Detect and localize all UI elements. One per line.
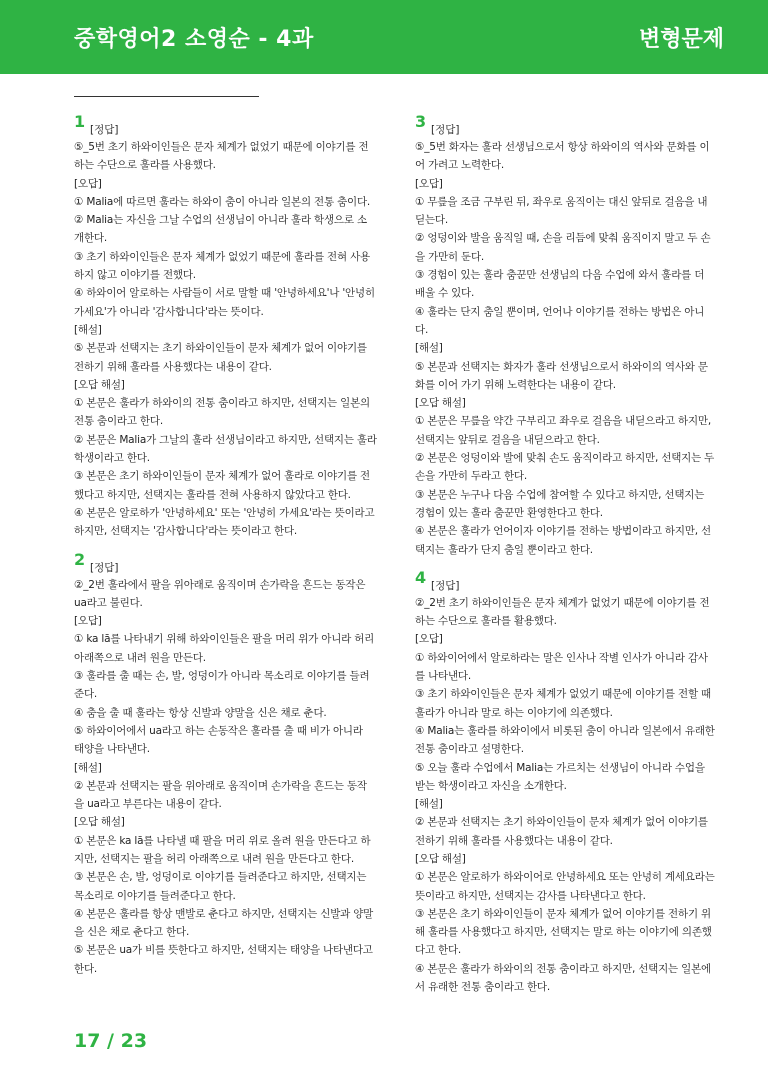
text-line: ③ 초기 하와이인들은 문자 체계가 없었기 때문에 훌라를 전혀 사용: [74, 250, 370, 263]
question-block: [74, 550, 390, 979]
question-header: [415, 112, 731, 134]
question-number: 4: [415, 567, 427, 587]
page-header: [0, 0, 768, 74]
answer-label: [정답]: [90, 561, 119, 574]
text-line: 다고 한다.: [415, 944, 462, 957]
text-line: ④ Malia는 훌라를 하와이에서 비롯된 춤이 아니라 일본에서 유래한: [415, 724, 715, 737]
text-line: [오답 해설]: [415, 852, 466, 865]
text-line: ④ 본문은 훌라가 언어이자 이야기를 전하는 방법이라고 하지만, 선: [415, 525, 711, 538]
text-line: [오답 해설]: [74, 816, 125, 829]
text-line: ③ 경험이 있는 훌라 춤꾼만 선생님의 다음 수업에 와서 훌라를 더: [415, 269, 705, 282]
text-line: ④ 본문은 훌라를 항상 맨발로 춘다고 하지만, 선택지는 신발과 양말: [74, 907, 374, 920]
question-number: 1: [74, 112, 86, 131]
text-line: 전하기 위해 훌라를 사용했다는 내용이 같다.: [74, 360, 272, 373]
text-line: ② Malia는 자신을 그날 수업의 선생님이 아니라 훌라 학생으로 소: [74, 214, 367, 227]
question-number: 2: [74, 549, 86, 569]
text-line: ① 무릎을 조금 구부린 뒤, 좌우로 움직이는 대신 앞뒤로 걸음을 내: [415, 195, 708, 208]
text-line: 학생이라고 한다.: [74, 452, 150, 465]
text-line: 하지만, 선택지는 '감사합니다'라는 뜻이라고 한다.: [74, 525, 298, 538]
text-line: [오답]: [74, 177, 102, 190]
text-line: [오답 해설]: [74, 378, 125, 391]
text-line: 화를 이어 가기 위해 노력한다는 내용이 같다.: [415, 378, 616, 391]
text-line: 했다고 하지만, 선택지는 훌라를 전혀 사용하지 않았다고 한다.: [74, 488, 351, 501]
text-line: ① 하와이어에서 알로하라는 말은 인사나 작별 인사가 아니라 감사: [415, 651, 708, 664]
text-line: ⑤ 오늘 훌라 수업에서 Malia는 가르치는 선생님이 아니라 수업을: [415, 761, 705, 774]
text-line: 딛는다.: [415, 214, 448, 227]
text-line: ⑤ 본문과 선택지는 초기 하와이인들이 문자 체계가 없어 이야기를: [74, 342, 367, 355]
question-block: [415, 112, 731, 559]
text-line: 하는 수단으로 훌라를 활용했다.: [415, 615, 557, 628]
text-line: ③ 본문은 초기 하와이인들이 문자 체계가 없어 훌라로 이야기를 전: [74, 470, 370, 483]
text-line: [오답]: [415, 177, 443, 190]
text-line: ②_2번 훌라에서 팔을 위아래로 움직이며 손가락을 흔드는 동작은: [74, 578, 366, 591]
text-line: 을 ua라고 부른다는 내용이 같다.: [74, 798, 222, 811]
text-line: 어 가려고 노력한다.: [415, 159, 504, 172]
text-line: 하지 않고 이야기를 전했다.: [74, 269, 196, 282]
text-line: 한다.: [74, 962, 98, 975]
text-line: ②_2번 초기 하와이인들은 문자 체계가 없었기 때문에 이야기를 전: [415, 596, 710, 609]
text-line: 택지는 훌라가 단지 춤일 뿐이라고 한다.: [415, 543, 593, 556]
text-line: 훌라가 아니라 말로 하는 이야기에 의존했다.: [415, 706, 613, 719]
question-header: [415, 568, 731, 590]
text-line: 경험이 있는 훌라 춤꾼만 환영한다고 한다.: [415, 506, 603, 519]
question-header: [74, 550, 390, 572]
text-line: 전하기 위해 훌라를 사용했다는 내용이 같다.: [415, 834, 613, 847]
text-line: ① 본문은 ka lā를 나타낼 때 팔을 머리 위로 올려 원을 만든다고 하: [74, 834, 371, 847]
text-line: ⑤_5번 초기 하와이인들은 문자 체계가 없었기 때문에 이야기를 전: [74, 141, 369, 153]
text-line: ① ka lā를 나타내기 위해 하와이인들은 팔을 머리 위가 아니라 허리: [74, 633, 375, 646]
text-line: 해 훌라를 사용했다고 하지만, 선택지는 말로 하는 이야기에 의존했: [415, 926, 712, 939]
text-line: 서 유래한 전통 춤이라고 한다.: [415, 981, 551, 994]
text-line: 전통 춤이라고 설명한다.: [415, 743, 524, 756]
text-line: ⑤_5번 화자는 훌라 선생님으로서 항상 하와이의 역사와 문화를 이: [415, 141, 710, 153]
page-number: 17 / 23: [74, 1030, 148, 1052]
right-column: [415, 112, 731, 1005]
text-line: 개한다.: [74, 232, 107, 245]
text-line: ② 엉덩이와 발을 움직일 때, 손을 리듬에 맞춰 움직이지 말고 두 손: [415, 232, 711, 245]
text-line: ③ 초기 하와이인들은 문자 체계가 없었기 때문에 이야기를 전할 때: [415, 688, 711, 701]
text-line: 선택지는 앞뒤로 걸음을 내딛으라고 한다.: [415, 433, 600, 446]
divider-rule: [74, 96, 259, 97]
text-line: ③ 본문은 누구나 다음 수업에 참여할 수 있다고 하지만, 선택지는: [415, 488, 705, 501]
answer-label: [정답]: [431, 124, 460, 136]
question-block: [415, 568, 731, 997]
text-line: [오답]: [74, 615, 102, 628]
text-line: 지만, 선택지는 팔을 허리 아래쪽으로 내려 원을 만든다고 한다.: [74, 852, 354, 865]
text-line: 를 나타낸다.: [415, 670, 471, 683]
text-line: [해설]: [415, 342, 443, 355]
document-title: 중학영어2 소영순 - 4과: [74, 27, 314, 52]
text-line: [오답]: [415, 633, 443, 646]
text-line: ② 본문과 선택지는 팔을 위아래로 움직이며 손가락을 흔드는 동작: [74, 779, 367, 792]
text-line: [해설]: [415, 798, 443, 811]
question-number: 3: [415, 112, 427, 131]
text-line: ua라고 불린다.: [74, 596, 143, 609]
left-column: [74, 112, 390, 987]
answer-label: [정답]: [431, 579, 460, 592]
text-line: ⑤ 하와이어에서 ua라고 하는 손동작은 훌라를 출 때 비가 아니라: [74, 724, 363, 737]
text-line: ④ 본문은 알로하가 '안녕하세요' 또는 '안녕히 가세요'라는 뜻이라고: [74, 506, 375, 519]
question-header: [74, 112, 390, 134]
text-line: 을 가만히 둔다.: [415, 250, 485, 263]
text-line: ④ 하와이어 알로하는 사람들이 서로 말할 때 '안녕하세요'나 '안녕히: [74, 287, 375, 300]
text-line: 태양을 나타낸다.: [74, 743, 150, 756]
text-line: ② 본문과 선택지는 초기 하와이인들이 문자 체계가 없어 이야기를: [415, 816, 708, 829]
text-line: 을 신은 채로 춘다고 한다.: [74, 926, 190, 939]
text-line: [오답 해설]: [415, 397, 466, 410]
text-line: ③ 훌라를 출 때는 손, 발, 엉덩이가 아니라 목소리로 이야기를 들려: [74, 670, 370, 683]
text-line: ⑤ 본문은 ua가 비를 뜻한다고 하지만, 선택지는 태양을 나타낸다고: [74, 944, 373, 957]
text-line: ① Malia에 따르면 훌라는 하와이 춤이 아니라 일본의 전통 춤이다.: [74, 195, 371, 208]
text-line: [해설]: [74, 323, 102, 336]
text-line: 뜻이라고 하지만, 선택지는 감사를 나타낸다고 한다.: [415, 889, 646, 902]
text-line: [해설]: [74, 761, 102, 774]
text-line: ② 본문은 엉덩이와 발에 맞춰 손도 움직이라고 하지만, 선택지는 두: [415, 452, 715, 465]
text-line: 받는 학생이라고 자신을 소개한다.: [415, 779, 567, 792]
text-line: ③ 본문은 손, 발, 엉덩이로 이야기를 들려준다고 하지만, 선택지는: [74, 871, 367, 884]
text-line: ④ 본문은 훌라가 하와이의 전통 춤이라고 하지만, 선택지는 일본에: [415, 962, 711, 975]
text-line: 배울 수 있다.: [415, 287, 475, 300]
text-line: ④ 훌라는 단지 춤일 뿐이며, 언어나 이야기를 전하는 방법은 아니: [415, 305, 705, 318]
text-line: 전통 춤이라고 한다.: [74, 415, 163, 428]
text-line: 다.: [415, 323, 429, 336]
text-line: 가세요'가 아니라 '감사합니다'라는 뜻이다.: [74, 305, 264, 318]
question-block: [74, 112, 390, 541]
text-line: 준다.: [74, 688, 98, 701]
text-line: 아래쪽으로 내려 원을 만든다.: [74, 651, 206, 664]
text-line: ③ 본문은 초기 하와이인들이 문자 체계가 없어 이야기를 전하기 위: [415, 907, 711, 920]
text-line: ① 본문은 알로하가 하와이어로 안녕하세요 또는 안녕히 계세요라는: [415, 871, 715, 884]
text-line: 하는 수단으로 훌라를 사용했다.: [74, 159, 216, 172]
text-line: 손을 가만히 두라고 한다.: [415, 470, 527, 483]
text-line: 목소리로 이야기를 들려준다고 한다.: [74, 889, 236, 902]
text-line: ① 본문은 훌라가 하와이의 전통 춤이라고 하지만, 선택지는 일본의: [74, 397, 370, 410]
text-line: ① 본문은 무릎을 약간 구부리고 좌우로 걸음을 내딛으라고 하지만,: [415, 415, 711, 428]
section-badge: 변형문제: [638, 27, 724, 52]
text-line: ⑤ 본문과 선택지는 화자가 훌라 선생님으로서 하와이의 역사와 문: [415, 360, 708, 373]
text-line: ④ 춤을 출 때 훌라는 항상 신발과 양말을 신은 채로 춘다.: [74, 706, 327, 719]
text-line: ② 본문은 Malia가 그날의 훌라 선생님이라고 하지만, 선택지는 훌라: [74, 433, 377, 446]
answer-label: [정답]: [90, 124, 119, 136]
